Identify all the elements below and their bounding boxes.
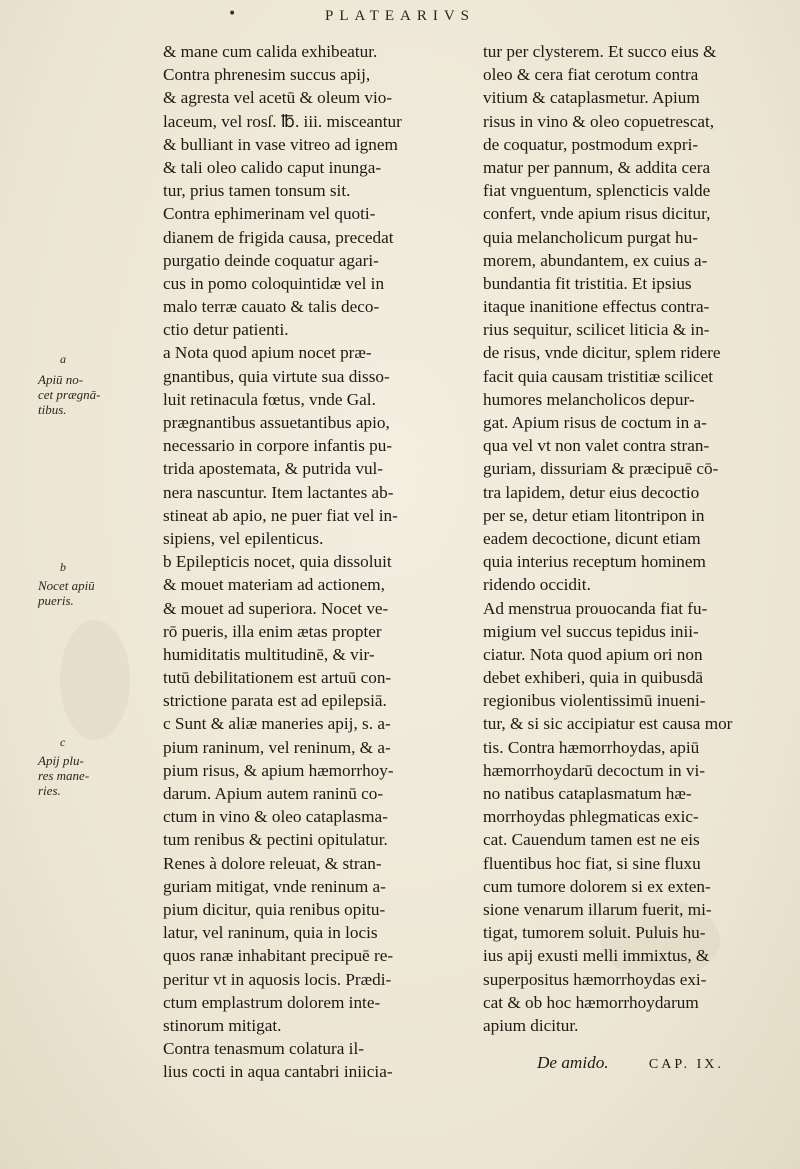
text-line: tigat, tumorem soluit. Puluis hu- [483, 923, 706, 943]
text-line: de coquatur, postmodum expri- [483, 134, 699, 154]
text-line: purgatio deinde coquatur agari- [163, 250, 379, 270]
margin-notes [0, 0, 130, 1169]
text-line: ridendo occidit. [483, 575, 591, 595]
text-line: hæmorrhoydarū decoctum in vi- [483, 760, 705, 780]
text-line: de risus, vnde dicitur, splem ridere [483, 343, 721, 363]
text-line: guriam mitigat, vnde reninum a- [163, 876, 386, 896]
text-line: vitium & cataplasmetur. Apium [483, 88, 700, 108]
text-line: lius cocti in aqua cantabri iniicia- [163, 1062, 393, 1082]
text-line: Contra tenasmum colatura il- [163, 1039, 364, 1059]
text-line: humores melancholicos depur- [483, 389, 695, 409]
margin-note: Apij plu- res mane- ries. [38, 753, 90, 798]
text-line: peritur vt in aquosis locis. Prædi- [163, 969, 392, 989]
chapter-number: CAP. IX. [648, 1057, 724, 1073]
text-line: a Nota quod apium nocet præ- [163, 343, 372, 363]
text-line: itaque inanitione effectus contra- [483, 297, 710, 317]
text-line: & tali oleo calido caput inunga- [163, 157, 382, 177]
text-line: tra lapidem, detur eius decoctio [483, 482, 700, 502]
text-line: strictione parata est ad epilepsiā. [163, 691, 387, 711]
right-text-column [483, 40, 783, 1074]
chapter-heading [483, 1051, 783, 1074]
text-line: gnantibus, quia virtute sua disso- [163, 366, 390, 386]
margin-note-letter: b [60, 560, 66, 574]
text-line: morem, abundantem, ex cuius a- [483, 250, 708, 270]
text-line: pium risus, & apium hæmorrhoy- [163, 760, 394, 780]
text-line: Contra ephimerinam vel quoti- [163, 204, 376, 224]
margin-note-letter: c [60, 735, 66, 749]
text-line: sione venarum illarum fuerit, mi- [483, 899, 712, 919]
text-line: ctio detur patienti. [163, 320, 289, 340]
text-line: cum tumore dolorem si ex exten- [483, 876, 711, 896]
margin-note-letter: a [60, 352, 66, 366]
text-line: morrhoydas phlegmaticas exic- [483, 807, 699, 827]
text-line: luit retinacula fœtus, vnde Gal. [163, 389, 376, 409]
text-line: fiat vnguentum, splencticis valde [483, 181, 711, 201]
text-line: quia interius receptum hominem [483, 552, 706, 572]
text-line: pium raninum, vel reninum, & a- [163, 737, 391, 757]
text-line: guriam, dissuriam & præcipuē cō- [483, 459, 719, 479]
text-line: tur, & si sic accipiatur est causa mor [483, 714, 733, 734]
text-line: Ad menstrua prouocanda fiat fu- [483, 598, 708, 618]
text-line: c Sunt & aliæ maneries apij, s. a- [163, 714, 391, 734]
text-line: & bulliant in vase vitreo ad ignem [163, 134, 398, 154]
text-line: gat. Apium risus de coctum in a- [483, 413, 707, 432]
text-line: facit quia causam tristitiæ scilicet [483, 366, 714, 386]
text-line: cat. Cauendum tamen est ne eis [483, 830, 700, 850]
text-line: cat & ob hoc hæmorrhoydarum [483, 992, 699, 1012]
text-line: debet exhiberi, quia in quibusdā [483, 668, 704, 688]
text-line: ius apij exusti melli immixtus, & [483, 946, 710, 966]
text-line: ctum emplastrum dolorem inte- [163, 992, 381, 1012]
text-line: cus in pomo coloquintidæ vel in [163, 273, 385, 293]
text-line: matur per pannum, & addita cera [483, 157, 711, 177]
text-line: eadem decoctione, dicunt etiam [483, 528, 701, 548]
margin-note: Nocet apiū pueris. [38, 578, 95, 608]
text-line: rius sequitur, scilicet liticia & in- [483, 320, 710, 340]
text-line: darum. Apium autem raninū co- [163, 784, 384, 803]
text-line: qua vel vt non valet contra stran- [483, 436, 710, 456]
text-line: tur, prius tamen tonsum sit. [163, 181, 351, 201]
text-line: humiditatis multitudinē, & vir- [163, 644, 375, 664]
text-line: dianem de frigida causa, precedat [163, 227, 394, 247]
text-line: b Epilepticis nocet, quia dissoluit [163, 552, 392, 572]
text-line: latur, vel raninum, quia in locis [163, 923, 378, 943]
text-line: confert, vnde apium risus dicitur, [483, 204, 711, 224]
text-line: ctum in vino & oleo cataplasma- [163, 807, 388, 827]
text-line: laceum, vel rosſ. ℔. iii. misceantur [163, 111, 402, 131]
text-line: malo terræ cauato & talis deco- [163, 297, 380, 317]
text-line: per se, detur etiam litontripon in [483, 505, 705, 525]
text-line: risus in vino & oleo copuetrescat, [483, 111, 715, 131]
left-text-column [163, 40, 459, 1083]
text-line: regionibus violentissimū inueni- [483, 691, 706, 711]
text-line: superpositus hæmorrhoydas exi- [483, 969, 707, 989]
text-line: fluentibus hoc fiat, si sine fluxu [483, 853, 701, 873]
text-line: & mane cum calida exhibeatur. [163, 42, 378, 61]
chapter-title: De amido. [537, 1053, 609, 1073]
text-line: trida apostemata, & putrida vul- [163, 459, 384, 479]
text-line: tur per clysterem. Et succo eius & [483, 42, 717, 61]
text-line: migium vel succus tepidus inii- [483, 621, 699, 641]
margin-note: Apiū no- cet prægnā- tibus. [38, 372, 101, 417]
text-line: prægnantibus assuetantibus apio, [163, 413, 390, 432]
text-line: no natibus cataplasmatum hæ- [483, 784, 692, 803]
text-line: necessario in corpore infantis pu- [163, 436, 393, 456]
text-line: Contra phrenesim succus apij, [163, 65, 371, 85]
text-line: & mouet ad superiora. Nocet ve- [163, 598, 389, 618]
text-line: oleo & cera fiat cerotum contra [483, 65, 699, 85]
text-line: apium dicitur. [483, 1015, 579, 1035]
text-line: pium dicitur, quia renibus opitu- [163, 899, 386, 919]
text-line: sipiens, vel epilenticus. [163, 528, 324, 548]
head-ornament: • [228, 6, 237, 22]
text-line: rō pueris, illa enim ætas propter [163, 621, 382, 641]
running-head: PLATEARIVS [324, 8, 475, 24]
text-line: stinorum mitigat. [163, 1015, 282, 1035]
text-line: ciatur. Nota quod apium ori non [483, 644, 703, 664]
text-line: tutū debilitationem est artuū con- [163, 668, 392, 688]
text-line: quos ranæ inhabitant precipuē re- [163, 946, 394, 966]
text-line: tum renibus & pectini opitulatur. [163, 830, 388, 850]
text-line: quia melancholicum purgat hu- [483, 227, 698, 247]
text-line: tis. Contra hæmorrhoydas, apiū [483, 737, 700, 757]
text-line: & agresta vel acetū & oleum vio- [163, 88, 393, 108]
text-line: Renes à dolore releuat, & stran- [163, 853, 382, 873]
text-line: bundantia fit tristitia. Et ipsius [483, 273, 692, 293]
text-line: nera nascuntur. Item lactantes ab- [163, 482, 394, 502]
right-column-lines [483, 40, 783, 1037]
text-line: & mouet materiam ad actionem, [163, 575, 385, 595]
text-line: stineat ab apio, ne puer fiat vel in- [163, 505, 398, 525]
